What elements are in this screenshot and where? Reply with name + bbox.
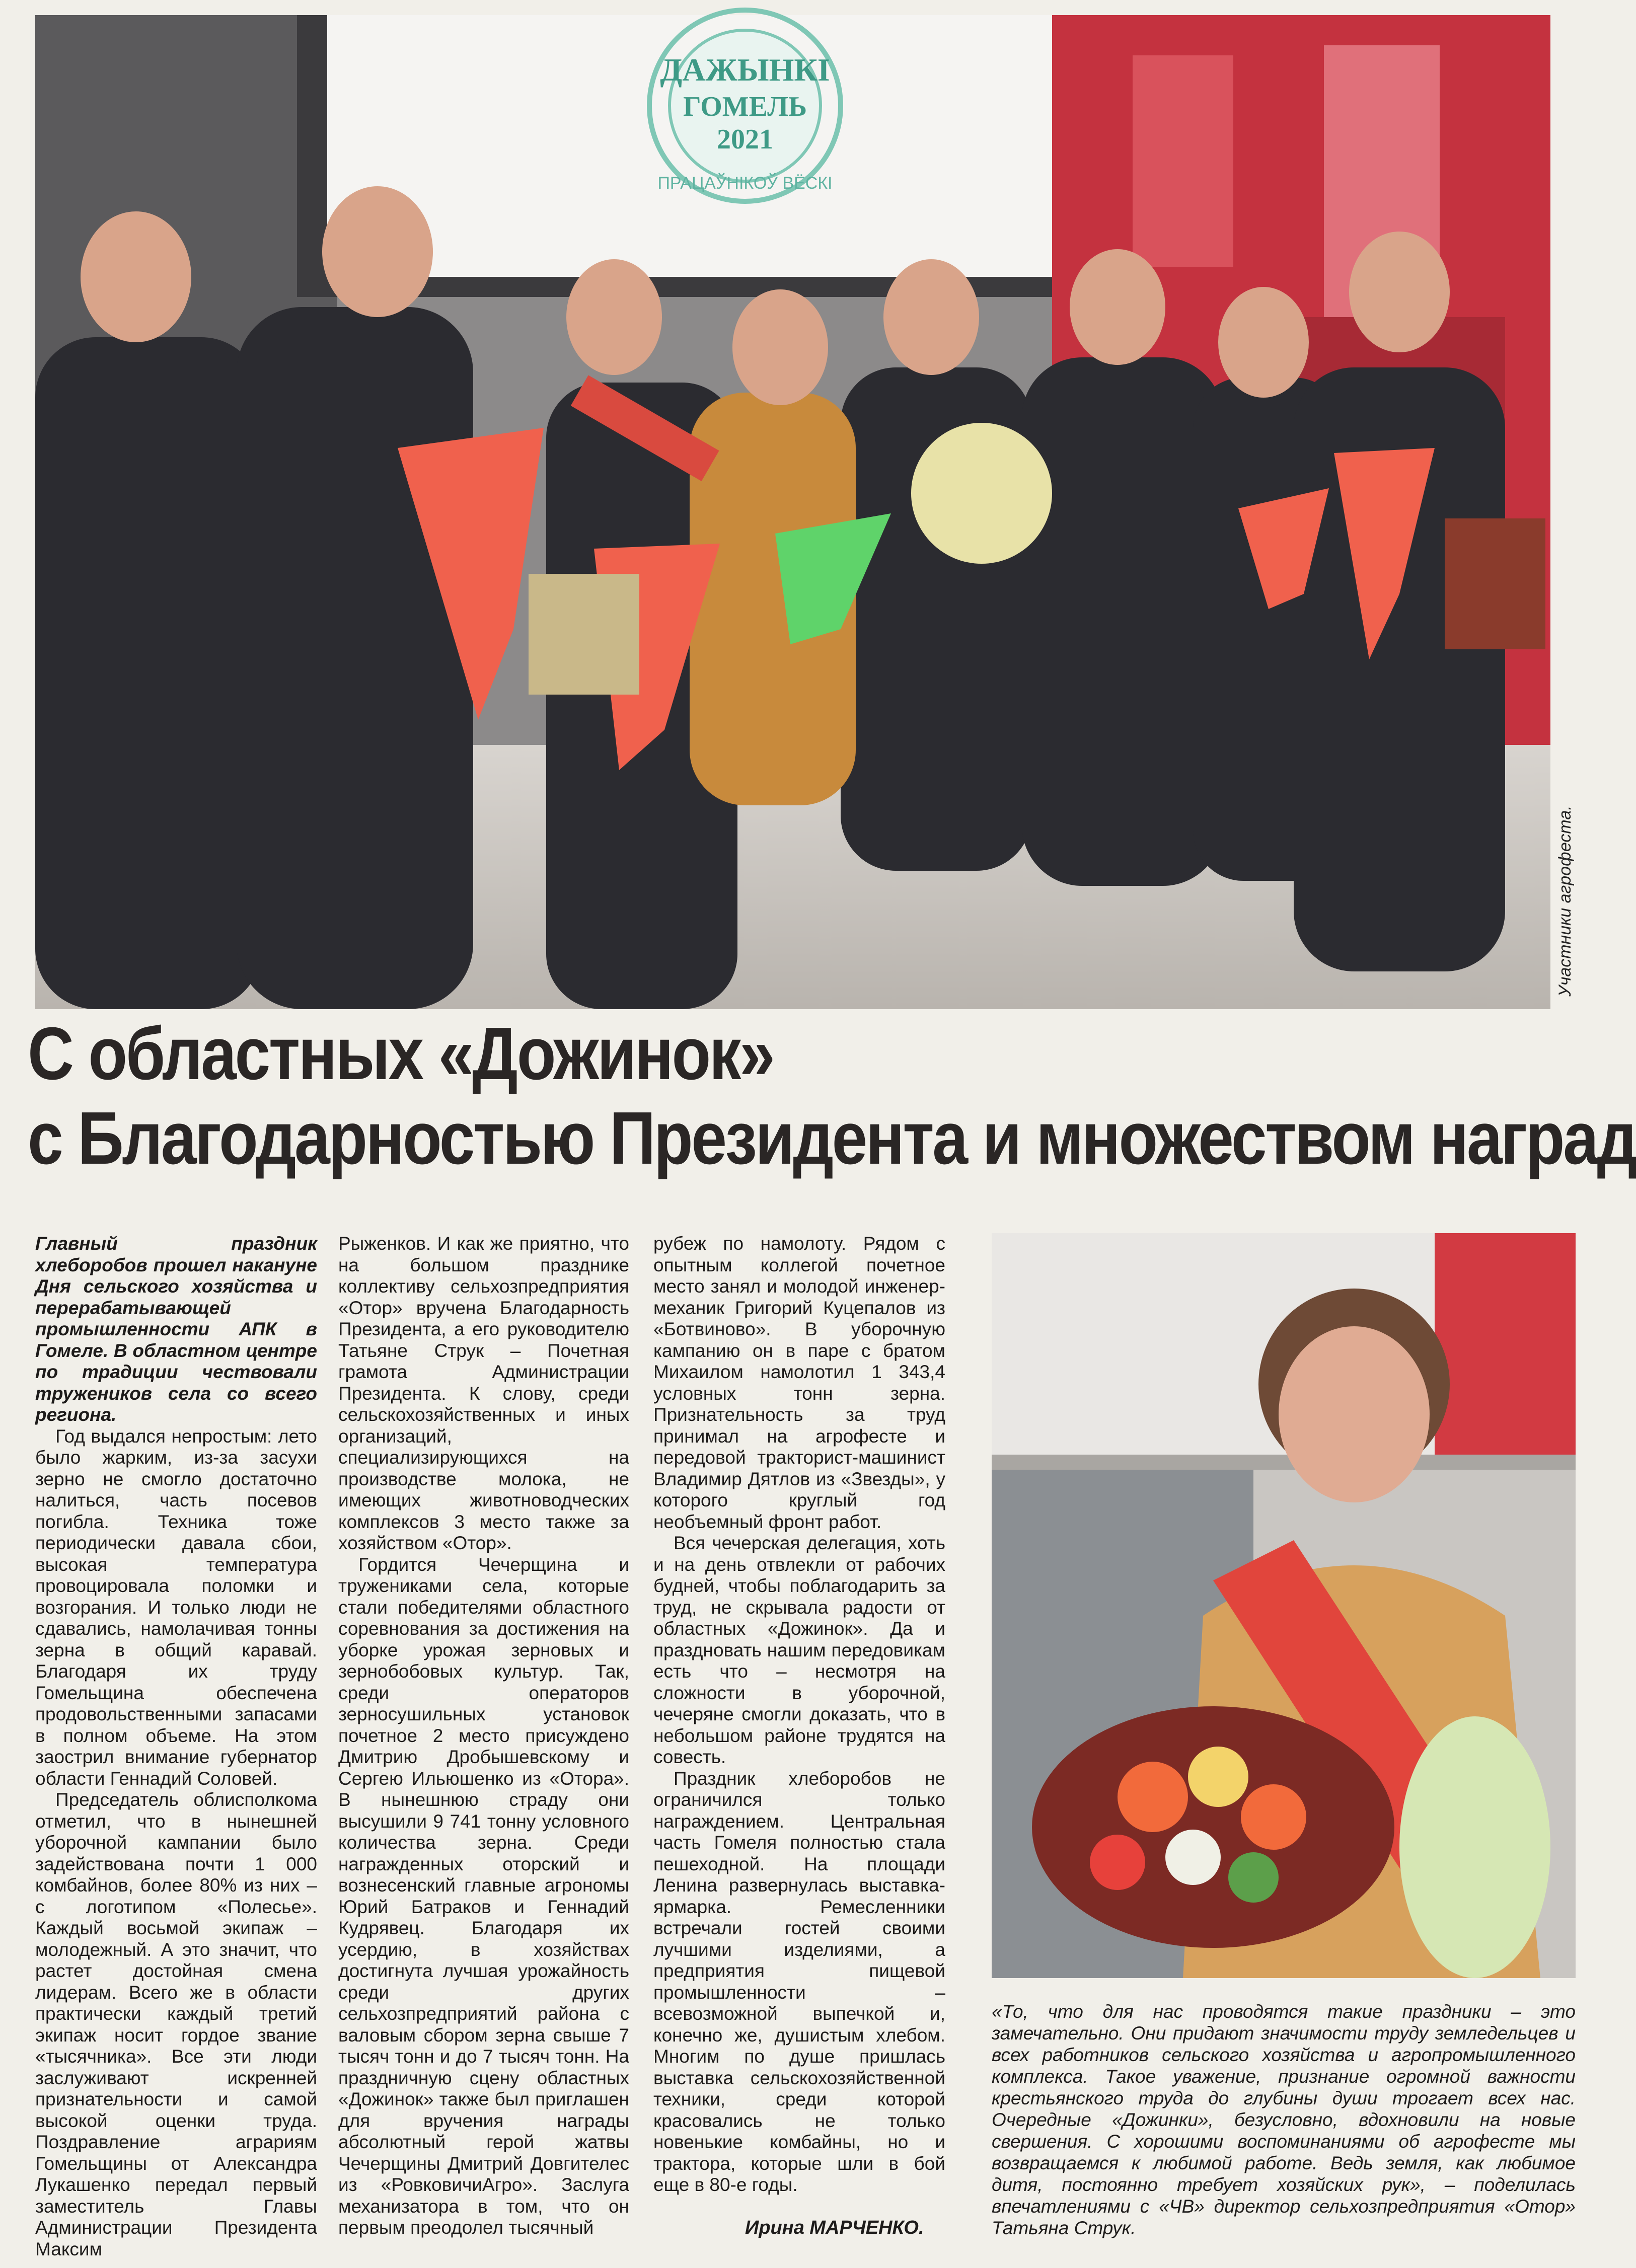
photo-caption: Участники агрофеста. — [1555, 805, 1575, 997]
portrait-photo — [992, 1233, 1576, 1978]
logo-line-3: 2021 — [717, 124, 773, 155]
headline-line-2: с Благодарностью Президента и множеством наград — [28, 1097, 1636, 1180]
paragraph: Председатель облисполкома отметил, что в нынешней уборочной кампании было задействована почти 1 000 комбайнов, более 80% из них – с логотипом «Полесье». Каждый восьмой экипаж – молодежный. А это значит, что растет достойная смена лидерам. Всего же в области практически каждый третий экипаж носит гордое звание «тысячника». Все эти люди заслуживают искренней признательности и самой высокой оценки труда. Поздравление аграриям Гомельщины от Александра Лукашенко передал первый заместитель Главы Администрации Президента Максим — [35, 1789, 317, 2259]
paragraph: Вся чечерская делегация, хоть и на день отвлекли от рабочих будней, чтобы поблагодарить за труд, не скрывала радости от областных «Дожинок». Да и праздновать нашим передовикам есть что – несмотря на сложности в уборочной, чечеряне смогли доказать, что в небольшом районе трудятся на совесть. — [653, 1533, 945, 1767]
paragraph: Праздник хлеборобов не ограничился только награждением. Центральная часть Гомеля полностью стала пешеходной. На площади Ленина развернулась выставка-ярмарка. Ремесленники встречали гостей своими лучшими изделиями, а предприятия пищевой промышленности – всевозможной выпечкой и, конечно же, душистым хлебом. Многим по душе пришлась выставка сельскохозяйственной техники, среди которой красовались не только новенькие комбайны, но и трактора, которые шли в бой еще в 80-е годы. — [653, 1768, 945, 2195]
lead-paragraph: Главный праздник хлеборобов прошел накануне Дня сельского хозяйства и перерабатывающей промышленности АПК в Гомеле. В областном центре по традиции чествовали тружеников села со всего региона. — [35, 1233, 317, 1425]
paragraph: Год выдался непростым: лето было жарким, из-за засухи зерно не смогло достаточно налиться, часть посевов погибла. Техника тоже периодически давала сбои, высокая температура провоцировала поломки и возгорания. И только люди не сдавались, намолачивая тонны зерна в общий каравай. Благодаря их труду Гомельщина обеспечена продовольственными запасами в полном объеме. На этом заострил внимание губернатор области Геннадий Соловей. — [35, 1425, 317, 1789]
article-headline — [28, 1012, 1636, 1181]
director-quote: «То, что для нас проводятся такие праздники – это замечательно. Они придают значимости труду земледельцев и всех работников сельского хозяйства и агропромышленного комплекса. Такое уважение, признание огромной важности крестьянского труда до глубины души трогает всех нас. Очередные «Дожинки», безусловно, вдохновили на новые свершения. С хорошими воспоминаниями об агрофесте мы возвращаемся к любимой работе. Ведь земля, как любимое дитя, постоянно требует хозяйских рук», – поделилась впечатлениями с «ЧВ» директор сельхозпредприятия «Отор» Татьяна Струк. — [992, 2001, 1576, 2238]
article-column-1 — [35, 1233, 317, 2259]
article-column-2 — [338, 1233, 629, 2238]
paragraph: Гордится Чечерщина и тружениками села, которые стали победителями областного соревнования за достижения на уборке урожая зерновых и зернобобовых культур. Так, среди операторов зерносушильных установок почетное 2 место присуждено Дмитрию Дробышевскому и Сергею Ильюшенко из «Отора». В нынешнюю страду они высушили 9 741 тонну условного количества зерна. Среди награжденных оторский и вознесенский главные агрономы Юрий Батраков и Геннадий Кудрявец. Благодаря их усердию, в хозяйствах достигнута лучшая урожайность среди других сельхозпредприятий района с валовым сбором зерна свыше 7 тысяч тонн и до 7 тысяч тонн. На праздничную сцену областных «Дожинок» также был приглашен для вручения награды абсолютный герой жатвы Чечерщины Дмитрий Довгителес из «РовковичиАгро». Заслуга механизатора в том, что он первым преодолел тысячный — [338, 1554, 629, 2238]
logo-line-2: ГОМЕЛЬ — [683, 91, 807, 122]
logo-ring-text: ПРАЦАЎНІКОЎ ВЁСКІ — [657, 174, 833, 193]
author-byline: Ирина МАРЧЕНКО. — [745, 2217, 924, 2238]
group-photo — [35, 15, 1550, 1009]
paragraph: Рыженков. И как же приятно, что на большом празднике коллективу сельхозпредприятия «Отор» вручена Благодарность Президента, а его руководителю Татьяне Струк – Почетная грамота Администрации Президента. К слову, среди сельскохозяйственных и иных организаций, специализирующихся на производстве молока, не имеющих животноводческих комплексов 3 место также за хозяйством «Отор». — [338, 1233, 629, 1553]
dazhynki-logo — [649, 10, 841, 201]
article-column-3 — [653, 1233, 945, 2230]
logo-line-1: ДАЖЫНКІ — [660, 52, 830, 88]
headline-line-1: С областных «Дожинок» — [28, 1012, 774, 1095]
paragraph: рубеж по намолоту. Рядом с опытным коллегой почетное место занял и молодой инженер-механик Григорий Куцепалов из «Ботвиново». В уборочную кампанию он в паре с братом Михаилом намолотил 1 343,4 условных тонн зерна. Признательность за труд принимал на агрофесте и передовой тракторист-машинист Владимир Дятлов из «Звезды», у которого круглый год необъемный фронт работ. — [653, 1233, 945, 1532]
